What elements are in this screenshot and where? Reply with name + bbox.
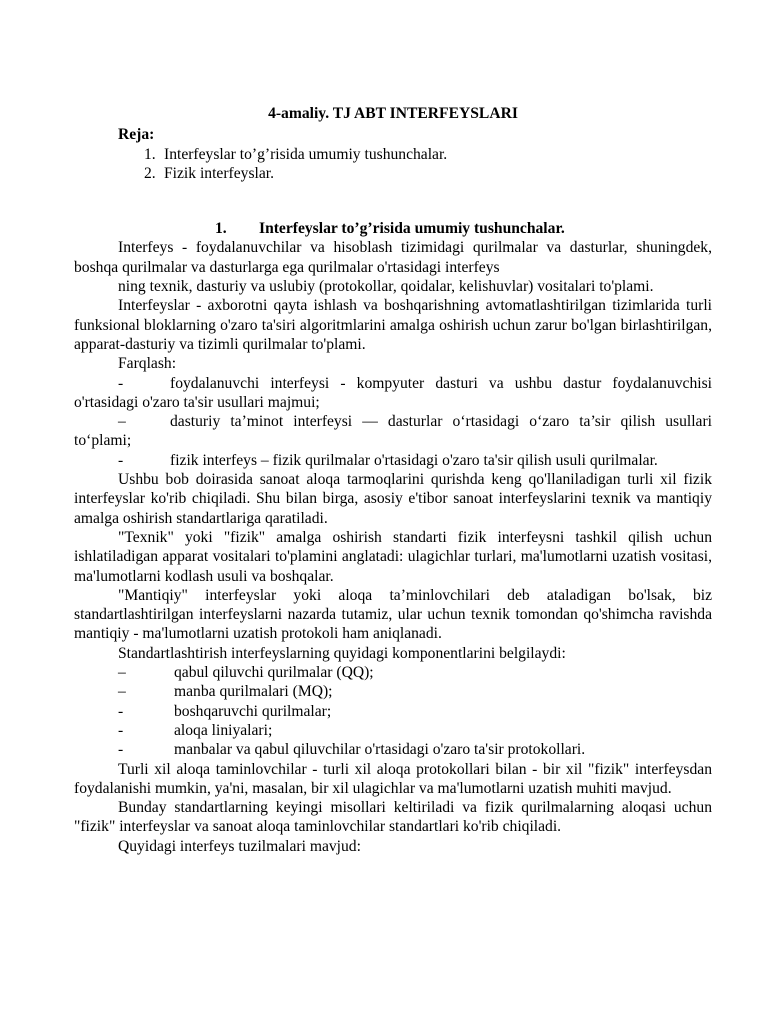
dash-marker: - bbox=[118, 451, 124, 469]
paragraph: Ushbu bob doirasida sanoat aloqa tarmoqlarini qurishda keng qo'llaniladigan turli xil fizik interfeyslar ko'rib chiqiladi. Shu bilan birga, asosiy e'tibor sanoat interfeyslarini texnik va mantiqiy amalga oshirish standartlariga qaratiladi. bbox=[74, 471, 712, 527]
section-title: Interfeyslar to’g’risida umumiy tushunchalar. bbox=[259, 220, 565, 238]
difference-item bbox=[74, 412, 712, 451]
component-item-text: aloqa liniyalari; bbox=[174, 721, 273, 739]
component-item bbox=[118, 702, 712, 721]
component-item bbox=[118, 740, 712, 759]
plan-item bbox=[144, 145, 712, 164]
component-item bbox=[118, 663, 712, 682]
plan-item-text: Interfeyslar to’g’risida umumiy tushunchalar. bbox=[164, 145, 448, 163]
section-heading bbox=[74, 219, 712, 238]
document-title: 4-amaliy. TJ ABT INTERFEYSLARI bbox=[268, 105, 518, 122]
paragraph: Interfeyslar - axborotni qayta ishlash va boshqarishning avtomatlashtirilgan tizimlarida turli funksional bloklarning o'zaro ta'siri algoritmlarini amalga oshirish uchun zarur bo'lgan birlashtirilgan, apparat-dasturiy va tizimli qurilmalar to'plami. bbox=[74, 297, 712, 353]
component-item-text: manba qurilmalari (MQ); bbox=[174, 683, 333, 701]
document-body bbox=[74, 104, 712, 856]
dash-marker: – bbox=[118, 683, 126, 701]
component-item bbox=[118, 682, 712, 701]
difference-item-text: dasturiy ta’minot interfeysi — dasturlar o‘rtasidagi o‘zaro ta’sir qilish usullari to‘plami; bbox=[74, 413, 712, 450]
component-item-text: boshqaruvchi qurilmalar; bbox=[174, 702, 332, 720]
plan-item-number: 1. bbox=[144, 145, 156, 163]
dash-marker: - bbox=[118, 702, 124, 720]
component-item-text: qabul qiluvchi qurilmalar (QQ); bbox=[174, 664, 374, 682]
plan-list bbox=[74, 145, 712, 184]
component-item-text: manbalar va qabul qiluvchilar o'rtasidagi o'zaro ta'sir protokollari. bbox=[174, 741, 586, 759]
dash-marker: - bbox=[118, 374, 124, 392]
dash-marker: - bbox=[118, 741, 124, 759]
component-item bbox=[118, 721, 712, 740]
plan-item bbox=[144, 164, 712, 183]
section-number: 1. bbox=[215, 220, 227, 238]
dash-marker: – bbox=[118, 664, 126, 682]
paragraph: "Mantiqiy" interfeyslar yoki aloqa ta’minlovchilari deb ataladigan bo'lsak, biz standartlashtirilgan interfeyslarni nazarda tutamiz, ular uchun texnik tomondan qo'shimcha ravishda mantiqiy - ma'lumotlarni uzatish protokoli ham aniqlanadi. bbox=[74, 586, 712, 643]
dash-marker: – bbox=[118, 413, 126, 431]
paragraph: ning texnik, dasturiy va uslubiy (protokollar, qoidalar, kelishuvlar) vositalari to'plami. bbox=[118, 278, 654, 296]
plan-label: Reja: bbox=[118, 126, 155, 144]
difference-item-text: foydalanuvchi interfeysi - kompyuter dasturi va ushbu dastur foydalanuvchisi o'rtasidagi o'zaro ta'sir usullari majmui; bbox=[74, 374, 712, 411]
paragraph: "Texnik" yoki "fizik" amalga oshirish standarti fizik interfeysni tashkil qilish uchun ishlatiladigan apparat vositalari to'plamini anglatadi: ulagichlar turlari, ma'lumotlarni uzatish vositasi, ma'lumotlarni kodlash usuli va boshqalar. bbox=[74, 528, 712, 585]
paragraph: Farqlash: bbox=[118, 355, 177, 373]
paragraph: Quyidagi interfeys tuzilmalari mavjud: bbox=[118, 837, 361, 855]
paragraph: Turli xil aloqa taminlovchilar - turli xil aloqa protokollari bilan - bir xil "fizik" interfeysdan foydalanishi mumkin, ya'ni, masalan, bir xil ulagichlar va ma'lumotlarni uzatish muhiti mavjud. bbox=[74, 760, 712, 797]
paragraph: Interfeys - foydalanuvchilar va hisoblash tizimidagi qurilmalar va dasturlar, shuningdek, boshqa qurilmalar va dasturlarga ega qurilmalar o'rtasidagi interfeys bbox=[74, 239, 712, 276]
plan-item-number: 2. bbox=[144, 164, 156, 182]
dash-marker: - bbox=[118, 721, 124, 739]
difference-item-text: fizik interfeys – fizik qurilmalar o'rtasidagi o'zaro ta'sir qilish usuli qurilmalar. bbox=[170, 451, 658, 469]
paragraph: Bunday standartlarning keyingi misollari keltiriladi va fizik qurilmalarning aloqasi uchun "fizik" interfeyslar va sanoat aloqa taminlovchilar standartlari ko'rib chiqiladi. bbox=[74, 799, 712, 836]
difference-item bbox=[74, 451, 712, 470]
paragraph: Standartlashtirish interfeyslarning quyidagi komponentlarini belgilaydi: bbox=[118, 644, 566, 662]
plan-item-text: Fizik interfeyslar. bbox=[164, 164, 274, 182]
difference-item bbox=[74, 374, 712, 413]
